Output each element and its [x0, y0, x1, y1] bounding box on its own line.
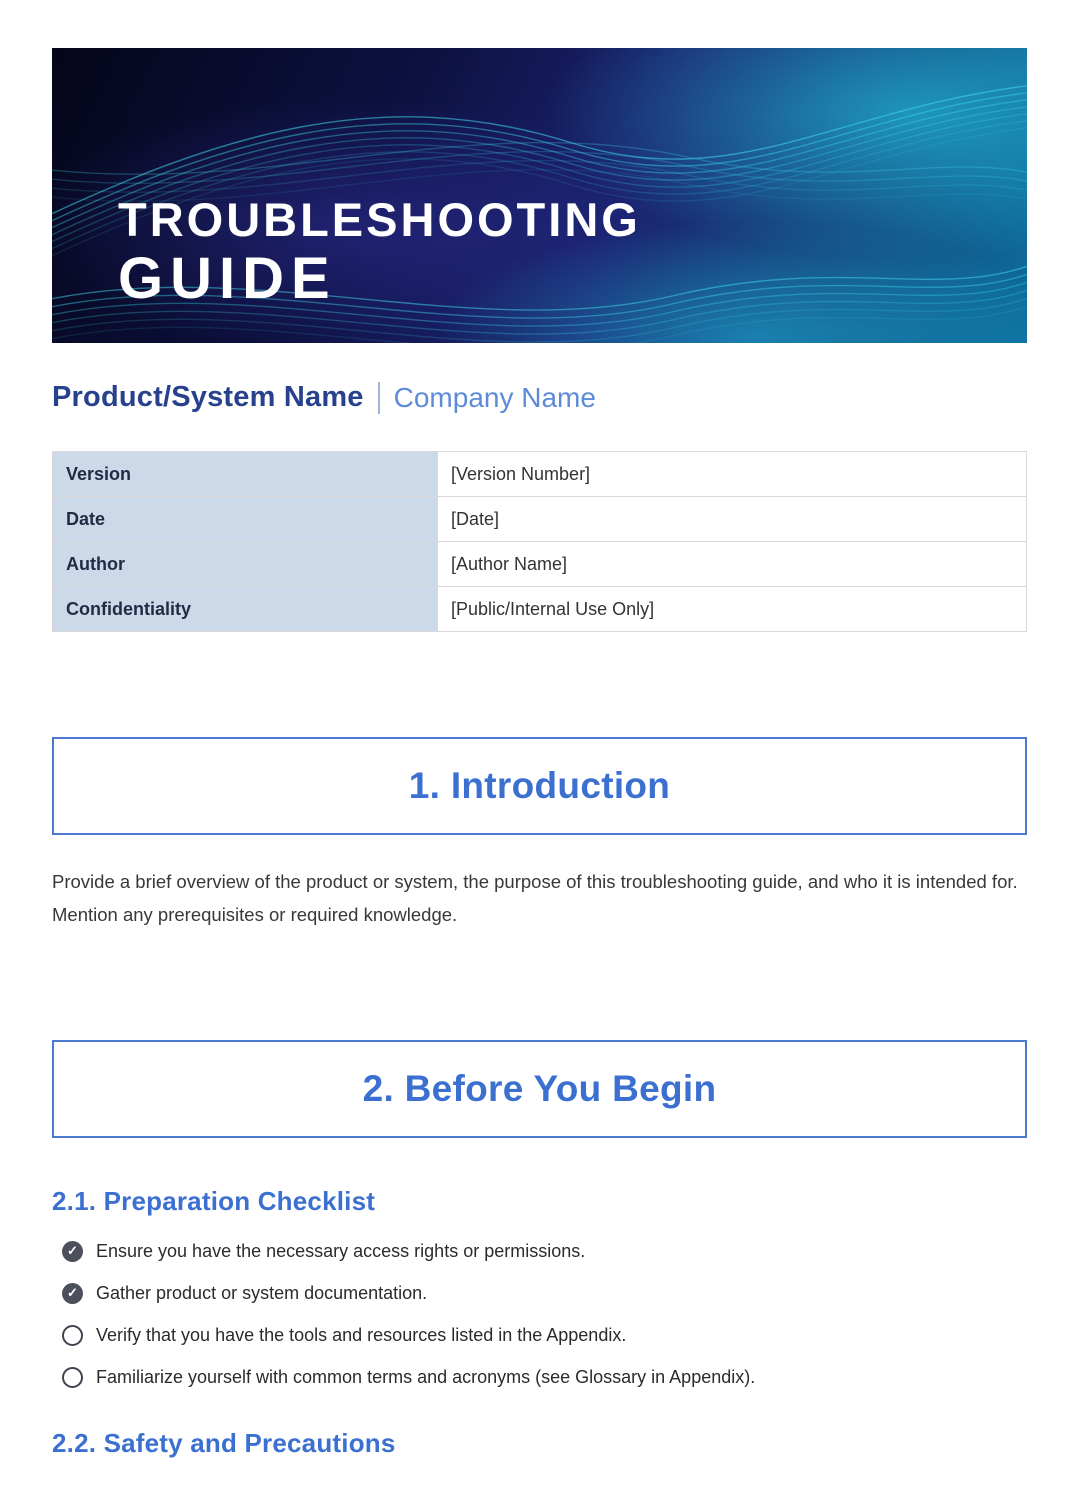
table-row-version	[53, 452, 1026, 497]
checked-circle-icon: ✓	[62, 1241, 83, 1262]
document-meta-table	[52, 451, 1027, 632]
meta-label: Author	[53, 542, 438, 586]
table-row-author	[53, 542, 1026, 587]
title-divider	[378, 382, 380, 414]
checked-circle-icon: ✓	[62, 1283, 83, 1304]
cover-banner	[52, 48, 1027, 343]
checklist-item-text: Ensure you have the necessary access rights or permissions.	[96, 1240, 586, 1261]
section-title: 1. Introduction	[408, 765, 671, 806]
meta-label: Version	[53, 452, 438, 496]
table-row-date	[53, 497, 1026, 542]
subsection-heading-safety-precautions: 2.2. Safety and Precautions	[52, 1427, 396, 1458]
preparation-checklist	[52, 1241, 1027, 1388]
subsection-heading-preparation-checklist: 2.1. Preparation Checklist	[52, 1185, 376, 1216]
checklist-item	[62, 1367, 1027, 1388]
table-row-confidentiality	[53, 587, 1026, 632]
meta-value: [Date]	[438, 497, 1026, 541]
banner-title-line2: GUIDE	[118, 246, 337, 312]
banner-title-line1: TROUBLESHOOTING	[118, 193, 641, 247]
section-title: 2. Before You Begin	[362, 1067, 717, 1109]
meta-label: Confidentiality	[53, 587, 438, 631]
introduction-paragraph: Provide a brief overview of the product or system, the purpose of this troubleshooting guide, and who it is intended for. Mention any prerequisites or required knowledge.	[52, 871, 1018, 926]
banner-title	[118, 193, 641, 311]
checklist-item-text: Familiarize yourself with common terms and acronyms (see Glossary in Appendix).	[96, 1366, 756, 1387]
checklist-item	[62, 1283, 1027, 1304]
document-title	[52, 381, 1027, 414]
meta-value: [Public/Internal Use Only]	[438, 587, 1026, 631]
section-header-before-you-begin	[52, 1040, 1027, 1138]
section-header-introduction	[52, 737, 1027, 835]
meta-label: Date	[53, 497, 438, 541]
company-name: Company Name	[393, 381, 596, 413]
meta-value: [Author Name]	[438, 542, 1026, 586]
product-system-name: Product/System Name	[52, 381, 364, 413]
meta-value: [Version Number]	[438, 452, 1026, 496]
unchecked-circle-icon	[62, 1325, 83, 1346]
checklist-item	[62, 1241, 1027, 1262]
checklist-item-text: Gather product or system documentation.	[96, 1282, 428, 1303]
checklist-item	[62, 1325, 1027, 1346]
unchecked-circle-icon	[62, 1367, 83, 1388]
checklist-item-text: Verify that you have the tools and resources listed in the Appendix.	[96, 1324, 627, 1345]
